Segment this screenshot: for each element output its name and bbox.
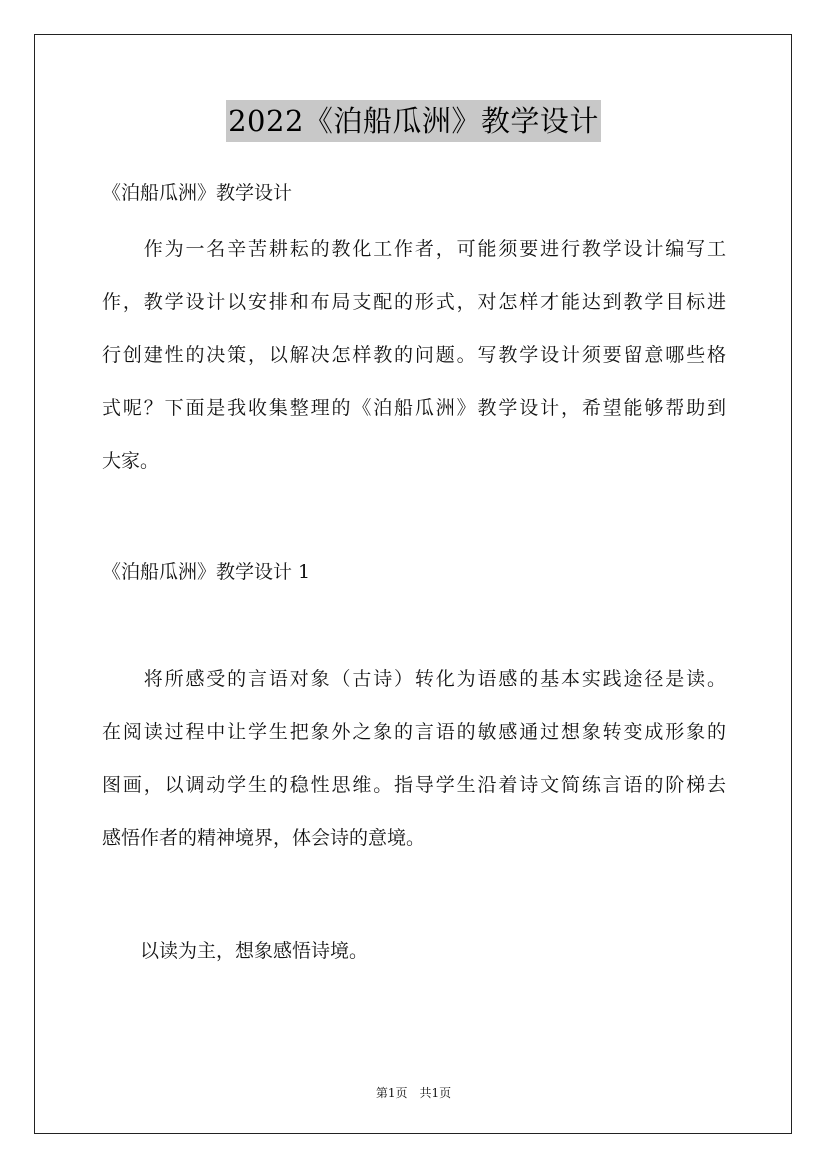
section-heading: 《泊船瓜洲》教学设计 1 xyxy=(102,561,311,583)
intro-paragraph xyxy=(102,237,726,502)
paragraph-line: 作，教学设计以安排和布局支配的形式，对怎样才能达到教学目标进 xyxy=(102,291,726,313)
title-container xyxy=(0,100,827,142)
body-paragraph xyxy=(102,667,726,879)
closing-line: 以读为主，想象感悟诗境。 xyxy=(102,940,369,962)
paragraph-line: 大家。 xyxy=(102,450,160,472)
document-title: 2022《泊船瓜洲》教学设计 xyxy=(226,100,601,142)
page-number: 第1页 共1页 xyxy=(375,1086,452,1100)
paragraph-line: 将所感受的言语对象（古诗）转化为语感的基本实践途径是读。 xyxy=(102,668,726,690)
paragraph-line: 感悟作者的精神境界，体会诗的意境。 xyxy=(102,827,426,849)
paragraph-line: 图画，以调动学生的稳性思维。指导学生沿着诗文简练言语的阶梯去 xyxy=(102,774,726,796)
paragraph-line: 行创建性的决策，以解决怎样教的问题。写教学设计须要留意哪些格 xyxy=(102,344,726,366)
paragraph-line: 式呢？下面是我收集整理的《泊船瓜洲》教学设计，希望能够帮助到 xyxy=(102,397,726,419)
paragraph-line: 在阅读过程中让学生把象外之象的言语的敏感通过想象转变成形象的 xyxy=(102,721,726,743)
paragraph-line: 作为一名辛苦耕耘的教化工作者，可能须要进行教学设计编写工 xyxy=(102,238,726,260)
subtitle: 《泊船瓜洲》教学设计 xyxy=(102,182,293,204)
